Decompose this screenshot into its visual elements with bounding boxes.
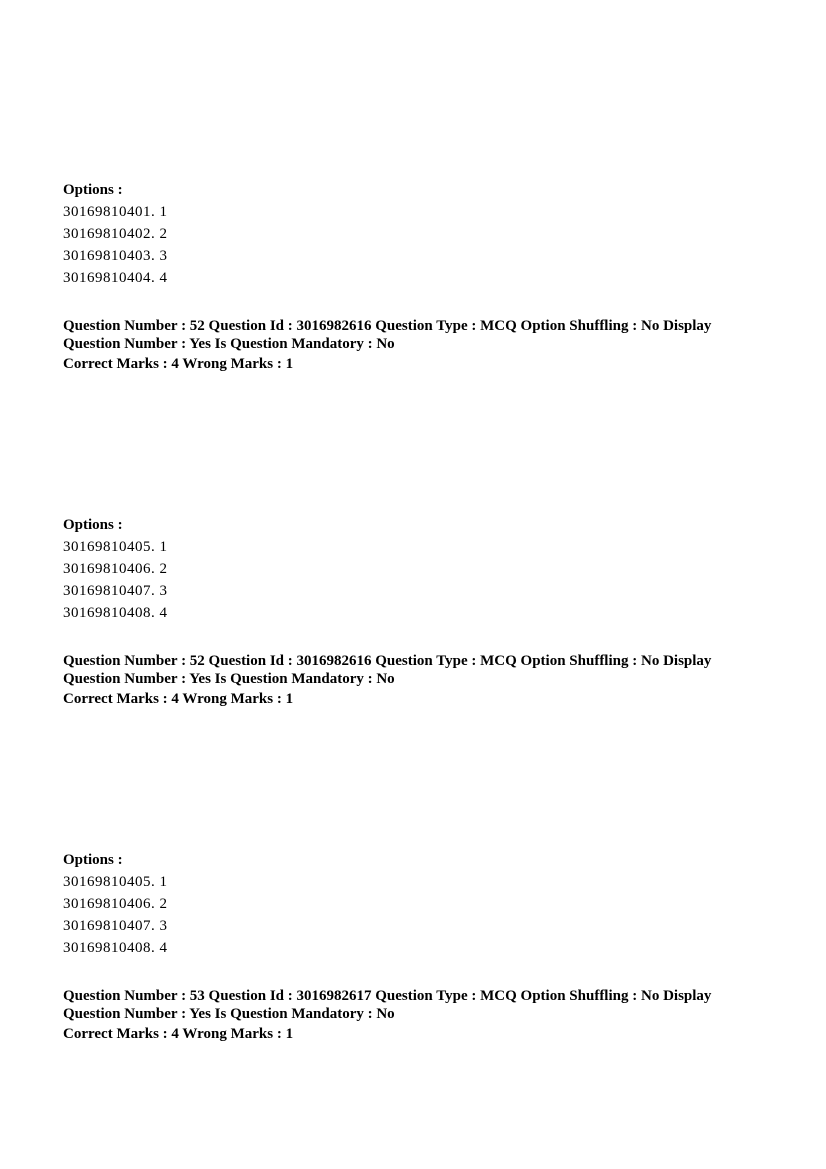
option-line: 30169810403. 3 xyxy=(63,248,168,264)
options-label: Options : xyxy=(63,517,123,533)
options-label: Options : xyxy=(63,182,123,198)
question-body-placeholder xyxy=(63,707,768,853)
question-meta: Question Number : 53 Question Id : 3016982617 Question Type : MCQ Option Shuffling : No Display Question Number : Yes Is Question Mandatory : No xyxy=(63,988,712,1022)
question-body-placeholder xyxy=(63,0,768,183)
option-line: 30169810406. 2 xyxy=(63,561,168,577)
option-line: 30169810405. 1 xyxy=(63,539,168,555)
option-line: 30169810408. 4 xyxy=(63,605,168,621)
option-line: 30169810405. 1 xyxy=(63,874,168,890)
marks-line: Correct Marks : 4 Wrong Marks : 1 xyxy=(63,1026,294,1042)
question-meta: Question Number : 52 Question Id : 3016982616 Question Type : MCQ Option Shuffling : No Display Question Number : Yes Is Question Mandatory : No xyxy=(63,318,712,352)
option-line: 30169810404. 4 xyxy=(63,270,168,286)
option-line: 30169810408. 4 xyxy=(63,940,168,956)
marks-line: Correct Marks : 4 Wrong Marks : 1 xyxy=(63,356,294,372)
option-line: 30169810401. 1 xyxy=(63,204,168,220)
question-section xyxy=(63,0,768,372)
question-section xyxy=(63,372,768,707)
question-meta: Question Number : 52 Question Id : 3016982616 Question Type : MCQ Option Shuffling : No Display Question Number : Yes Is Question Mandatory : No xyxy=(63,653,712,687)
option-line: 30169810406. 2 xyxy=(63,896,168,912)
question-body-placeholder xyxy=(63,372,768,518)
question-section xyxy=(63,707,768,1042)
marks-line: Correct Marks : 4 Wrong Marks : 1 xyxy=(63,691,294,707)
options-label: Options : xyxy=(63,852,123,868)
option-line: 30169810407. 3 xyxy=(63,583,168,599)
option-line: 30169810407. 3 xyxy=(63,918,168,934)
option-line: 30169810402. 2 xyxy=(63,226,168,242)
